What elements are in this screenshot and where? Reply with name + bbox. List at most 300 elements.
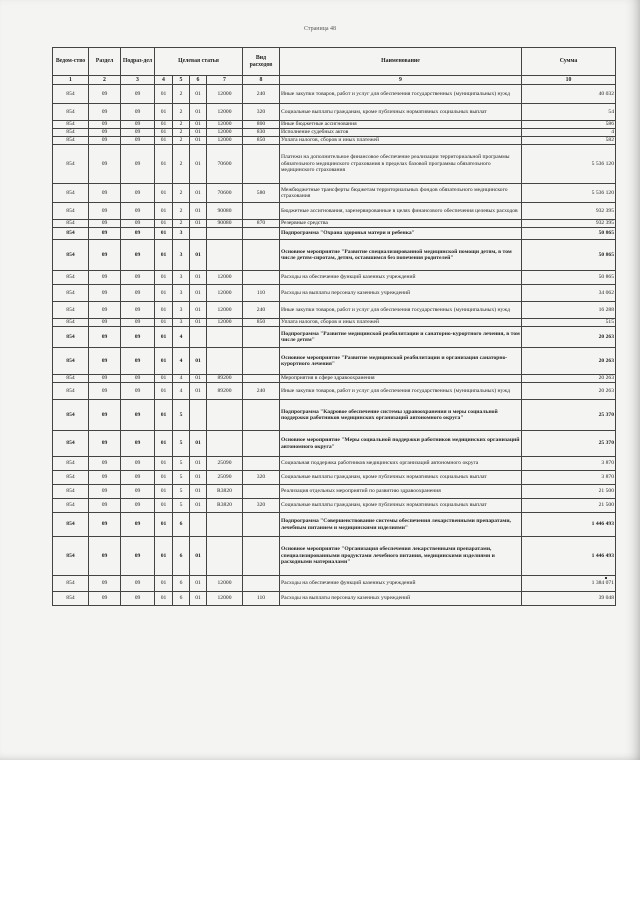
cell-target-2: 6: [173, 513, 190, 537]
cell-sum: 586: [522, 121, 616, 129]
col-num: 9: [280, 76, 522, 85]
cell-target-4: 89200: [207, 383, 243, 400]
table-row: [53, 499, 616, 513]
table-row: [53, 129, 616, 137]
cell-sum: 25 370: [522, 431, 616, 457]
table-row: [53, 327, 616, 348]
cell-razdel: 09: [89, 383, 121, 400]
cell-sum: 1 446 493: [522, 537, 616, 576]
cell-razdel: 09: [89, 184, 121, 203]
cell-target-4: 25090: [207, 471, 243, 485]
cell-target-4: 12000: [207, 576, 243, 592]
cell-razdel: 09: [89, 271, 121, 285]
cell-vid: 830: [243, 129, 280, 137]
cell-razdel: 09: [89, 400, 121, 431]
page-number: Страница 48: [303, 26, 337, 32]
cell-target-1: 01: [155, 513, 173, 537]
cell-sum: 20 263: [522, 383, 616, 400]
column-number-row: [53, 76, 616, 85]
cell-sum: 4: [522, 129, 616, 137]
cell-target-3: 01: [190, 499, 207, 513]
cell-target-3: 01: [190, 145, 207, 184]
cell-target-3: 01: [190, 203, 207, 220]
table-row: [53, 537, 616, 576]
cell-sum: 21 500: [522, 499, 616, 513]
cell-target-3: 01: [190, 129, 207, 137]
cell-vid: [243, 537, 280, 576]
cell-target-1: 01: [155, 302, 173, 319]
cell-podrazdel: 09: [121, 121, 155, 129]
cell-name: Подпрограмма "Кадровое обеспечение системы здравоохранения и меры социальной поддержки работников медицинских организаций автономного округа": [280, 400, 522, 431]
cell-target-1: 01: [155, 129, 173, 137]
cell-target-1: 01: [155, 285, 173, 302]
cell-vid: 580: [243, 184, 280, 203]
table-row: [53, 271, 616, 285]
cell-target-2: 2: [173, 203, 190, 220]
cell-podrazdel: 09: [121, 513, 155, 537]
cell-target-2: 4: [173, 375, 190, 383]
cell-vid: 850: [243, 319, 280, 327]
cell-target-3: 01: [190, 319, 207, 327]
cell-target-2: 3: [173, 285, 190, 302]
table-row: [53, 576, 616, 592]
table-row: [53, 121, 616, 129]
cell-vedomstvo: 854: [53, 499, 89, 513]
cell-vid: [243, 513, 280, 537]
cell-target-3: 01: [190, 302, 207, 319]
table-row: [53, 240, 616, 271]
cell-name: Реализация отдельных мероприятий по развитию здравоохранения: [280, 485, 522, 499]
cell-target-4: 90080: [207, 203, 243, 220]
cell-name: Основное мероприятие "Организация обеспечения лекарственными препаратами, специализированными продуктами лечебного питания, медицинскими изделиями и расходными материалами": [280, 537, 522, 576]
cell-sum: 582: [522, 137, 616, 145]
cell-sum: 54: [522, 104, 616, 121]
cell-sum: 932 395: [522, 203, 616, 220]
cell-name: Основное мероприятие "Развитие специализированной медицинской помощи детям, в том числе детям-сиротам, детям, оставшимся без попечения родителей": [280, 240, 522, 271]
table-row: [53, 457, 616, 471]
cell-target-4: 70600: [207, 184, 243, 203]
table-row: [53, 592, 616, 606]
cell-target-1: 01: [155, 319, 173, 327]
table-row: [53, 471, 616, 485]
cell-vid: [243, 348, 280, 375]
cell-sum: 34 062: [522, 285, 616, 302]
cell-target-1: 01: [155, 592, 173, 606]
cell-target-4: 70600: [207, 145, 243, 184]
cell-razdel: 09: [89, 285, 121, 302]
cell-podrazdel: 09: [121, 327, 155, 348]
cell-vedomstvo: 854: [53, 220, 89, 228]
cell-target-1: 01: [155, 471, 173, 485]
cell-razdel: 09: [89, 319, 121, 327]
cell-name: Иные закупки товаров, работ и услуг для обеспечения государственных (муниципальных) нужд: [280, 302, 522, 319]
cell-razdel: 09: [89, 457, 121, 471]
cell-sum: 21 500: [522, 485, 616, 499]
cell-target-2: 3: [173, 319, 190, 327]
cell-sum: 16 288: [522, 302, 616, 319]
cell-vid: 320: [243, 104, 280, 121]
cell-razdel: 09: [89, 576, 121, 592]
table-row: [53, 184, 616, 203]
header-celevaya: Целевая статья: [155, 48, 243, 76]
cell-vid: [243, 431, 280, 457]
cell-vid: 320: [243, 499, 280, 513]
header-vid: Вид расходов: [243, 48, 280, 76]
cell-vedomstvo: 854: [53, 327, 89, 348]
cell-target-4: [207, 400, 243, 431]
cell-vedomstvo: 854: [53, 457, 89, 471]
cell-razdel: 09: [89, 499, 121, 513]
cell-razdel: 09: [89, 220, 121, 228]
cell-sum: 50 865: [522, 271, 616, 285]
col-num: 4: [155, 76, 173, 85]
cell-vid: [243, 485, 280, 499]
cell-sum: 20 263: [522, 327, 616, 348]
cell-vedomstvo: 854: [53, 302, 89, 319]
cell-sum: 1 384 071: [522, 576, 616, 592]
cell-vedomstvo: 854: [53, 537, 89, 576]
cell-podrazdel: 09: [121, 499, 155, 513]
scan-speck: [605, 577, 607, 579]
cell-target-4: 12000: [207, 85, 243, 104]
cell-target-4: [207, 327, 243, 348]
cell-name: Расходы на выплаты персоналу казенных учреждений: [280, 592, 522, 606]
cell-razdel: 09: [89, 240, 121, 271]
cell-razdel: 09: [89, 513, 121, 537]
cell-target-2: 5: [173, 400, 190, 431]
cell-podrazdel: 09: [121, 431, 155, 457]
cell-razdel: 09: [89, 228, 121, 240]
cell-sum: 25 370: [522, 400, 616, 431]
cell-name: Расходы на обеспечение функций казенных учреждений: [280, 271, 522, 285]
table-row: [53, 431, 616, 457]
cell-podrazdel: 09: [121, 137, 155, 145]
cell-podrazdel: 09: [121, 271, 155, 285]
cell-target-3: 01: [190, 104, 207, 121]
table-row: [53, 383, 616, 400]
cell-vedomstvo: 854: [53, 271, 89, 285]
cell-target-4: 90080: [207, 220, 243, 228]
cell-sum: 20 263: [522, 375, 616, 383]
cell-podrazdel: 09: [121, 576, 155, 592]
cell-name: Социальная поддержка работников медицинских организаций автономного округа: [280, 457, 522, 471]
cell-vid: [243, 228, 280, 240]
cell-podrazdel: 09: [121, 348, 155, 375]
cell-target-4: 12000: [207, 319, 243, 327]
cell-name: Резервные средства: [280, 220, 522, 228]
col-num: 7: [207, 76, 243, 85]
cell-razdel: 09: [89, 375, 121, 383]
cell-podrazdel: 09: [121, 104, 155, 121]
cell-vedomstvo: 854: [53, 576, 89, 592]
cell-vedomstvo: 854: [53, 348, 89, 375]
cell-vid: [243, 145, 280, 184]
cell-vedomstvo: 854: [53, 228, 89, 240]
col-num: 5: [173, 76, 190, 85]
table-row: [53, 137, 616, 145]
cell-name: Подпрограмма "Охрана здоровья матери и ребенка": [280, 228, 522, 240]
cell-target-2: 5: [173, 457, 190, 471]
cell-name: Иные закупки товаров, работ и услуг для обеспечения государственных (муниципальных) нужд: [280, 85, 522, 104]
cell-vedomstvo: 854: [53, 471, 89, 485]
table-row: [53, 302, 616, 319]
cell-target-1: 01: [155, 327, 173, 348]
cell-target-3: 01: [190, 383, 207, 400]
cell-target-3: 01: [190, 348, 207, 375]
cell-vedomstvo: 854: [53, 104, 89, 121]
table-row: [53, 228, 616, 240]
cell-podrazdel: 09: [121, 319, 155, 327]
cell-vid: [243, 203, 280, 220]
cell-target-4: [207, 228, 243, 240]
cell-razdel: 09: [89, 104, 121, 121]
cell-target-3: [190, 327, 207, 348]
cell-vid: 110: [243, 592, 280, 606]
cell-target-2: 4: [173, 327, 190, 348]
cell-name: Исполнение судебных актов: [280, 129, 522, 137]
cell-target-1: 01: [155, 485, 173, 499]
cell-razdel: 09: [89, 348, 121, 375]
cell-target-4: 12000: [207, 137, 243, 145]
cell-target-4: 12000: [207, 592, 243, 606]
cell-vedomstvo: 854: [53, 400, 89, 431]
table-row: [53, 85, 616, 104]
cell-target-3: 01: [190, 375, 207, 383]
cell-target-1: 01: [155, 85, 173, 104]
cell-target-4: [207, 537, 243, 576]
cell-target-3: [190, 400, 207, 431]
cell-vedomstvo: 854: [53, 592, 89, 606]
cell-name: Межбюджетные трансферты бюджетам территориальных фондов обязательного медицинского страхования: [280, 184, 522, 203]
cell-podrazdel: 09: [121, 302, 155, 319]
cell-vid: [243, 576, 280, 592]
cell-target-3: 01: [190, 184, 207, 203]
cell-razdel: 09: [89, 121, 121, 129]
cell-vid: 850: [243, 137, 280, 145]
cell-target-2: 2: [173, 85, 190, 104]
cell-target-1: 01: [155, 240, 173, 271]
header-sum: Сумма: [522, 48, 616, 76]
cell-target-1: 01: [155, 228, 173, 240]
cell-vid: 240: [243, 383, 280, 400]
cell-vid: 110: [243, 285, 280, 302]
cell-razdel: 09: [89, 203, 121, 220]
cell-name: Социальные выплаты гражданам, кроме публичных нормативных социальных выплат: [280, 104, 522, 121]
cell-target-1: 01: [155, 375, 173, 383]
cell-vedomstvo: 854: [53, 319, 89, 327]
cell-vid: 240: [243, 85, 280, 104]
cell-vedomstvo: 854: [53, 383, 89, 400]
cell-target-1: 01: [155, 457, 173, 471]
cell-target-1: 01: [155, 537, 173, 576]
cell-podrazdel: 09: [121, 145, 155, 184]
cell-vid: 240: [243, 302, 280, 319]
table-row: [53, 513, 616, 537]
cell-podrazdel: 09: [121, 457, 155, 471]
cell-sum: 5 536 120: [522, 145, 616, 184]
cell-podrazdel: 09: [121, 592, 155, 606]
cell-target-2: 4: [173, 348, 190, 375]
cell-target-3: [190, 513, 207, 537]
cell-target-1: 01: [155, 348, 173, 375]
cell-podrazdel: 09: [121, 240, 155, 271]
cell-vid: 320: [243, 471, 280, 485]
cell-target-3: 01: [190, 271, 207, 285]
cell-target-2: 3: [173, 302, 190, 319]
cell-sum: 40 032: [522, 85, 616, 104]
cell-target-2: 5: [173, 431, 190, 457]
cell-target-1: 01: [155, 499, 173, 513]
cell-vedomstvo: 854: [53, 285, 89, 302]
cell-sum: 3 870: [522, 457, 616, 471]
table-row: [53, 485, 616, 499]
cell-name: Уплата налогов, сборов и иных платежей: [280, 137, 522, 145]
cell-podrazdel: 09: [121, 184, 155, 203]
cell-target-1: 01: [155, 271, 173, 285]
budget-table: [52, 47, 616, 606]
cell-target-1: 01: [155, 203, 173, 220]
cell-podrazdel: 09: [121, 383, 155, 400]
cell-target-2: 2: [173, 129, 190, 137]
cell-vid: [243, 271, 280, 285]
cell-name: Социальные выплаты гражданам, кроме публичных нормативных социальных выплат: [280, 499, 522, 513]
cell-razdel: 09: [89, 145, 121, 184]
cell-vedomstvo: 854: [53, 184, 89, 203]
cell-target-2: 2: [173, 104, 190, 121]
table-row: [53, 375, 616, 383]
cell-target-2: 2: [173, 145, 190, 184]
cell-razdel: 09: [89, 129, 121, 137]
table-row: [53, 104, 616, 121]
cell-name: Мероприятия в сфере здравоохранения: [280, 375, 522, 383]
table-row: [53, 400, 616, 431]
col-num: 3: [121, 76, 155, 85]
cell-target-4: [207, 348, 243, 375]
cell-vedomstvo: 854: [53, 240, 89, 271]
cell-target-4: 12000: [207, 285, 243, 302]
header-podrazdel: Подраз-дел: [121, 48, 155, 76]
cell-target-2: 6: [173, 537, 190, 576]
cell-target-4: 12000: [207, 302, 243, 319]
cell-name: Уплата налогов, сборов и иных платежей: [280, 319, 522, 327]
cell-vid: [243, 375, 280, 383]
col-num: 6: [190, 76, 207, 85]
cell-target-1: 01: [155, 184, 173, 203]
cell-name: Иные закупки товаров, работ и услуг для обеспечения государственных (муниципальных) нужд: [280, 383, 522, 400]
cell-target-4: [207, 513, 243, 537]
cell-sum: 50 865: [522, 240, 616, 271]
cell-target-2: 5: [173, 471, 190, 485]
cell-target-2: 3: [173, 240, 190, 271]
cell-target-2: 2: [173, 137, 190, 145]
table-row: [53, 203, 616, 220]
cell-target-3: 01: [190, 85, 207, 104]
cell-target-4: R3820: [207, 499, 243, 513]
cell-target-3: [190, 228, 207, 240]
cell-podrazdel: 09: [121, 285, 155, 302]
cell-target-4: 25090: [207, 457, 243, 471]
cell-razdel: 09: [89, 137, 121, 145]
header-row: [53, 48, 616, 76]
cell-target-1: 01: [155, 121, 173, 129]
cell-target-3: 01: [190, 576, 207, 592]
cell-target-3: 01: [190, 220, 207, 228]
cell-target-4: [207, 240, 243, 271]
cell-target-3: 01: [190, 592, 207, 606]
cell-target-2: 4: [173, 383, 190, 400]
cell-target-3: 01: [190, 431, 207, 457]
cell-name: Подпрограмма "Развитие медицинской реабилитации и санаторно-курортного лечения, в том числе детям": [280, 327, 522, 348]
cell-sum: 932 395: [522, 220, 616, 228]
cell-target-3: 01: [190, 457, 207, 471]
table-row: [53, 145, 616, 184]
cell-target-3: 01: [190, 471, 207, 485]
table-row: [53, 285, 616, 302]
cell-target-1: 01: [155, 145, 173, 184]
cell-podrazdel: 09: [121, 471, 155, 485]
cell-target-1: 01: [155, 400, 173, 431]
cell-name: Социальные выплаты гражданам, кроме публичных нормативных социальных выплат: [280, 471, 522, 485]
cell-vid: 800: [243, 121, 280, 129]
cell-name: Бюджетные ассигнования, зарезервированные в целях финансового обеспечения целевых расходов: [280, 203, 522, 220]
cell-target-2: 3: [173, 228, 190, 240]
cell-target-4: 12000: [207, 121, 243, 129]
cell-sum: 515: [522, 319, 616, 327]
cell-target-1: 01: [155, 220, 173, 228]
col-num: 8: [243, 76, 280, 85]
cell-sum: 5 536 120: [522, 184, 616, 203]
cell-target-4: [207, 431, 243, 457]
cell-razdel: 09: [89, 85, 121, 104]
cell-name: Подпрограмма "Совершенствование системы обеспечения лекарственными препаратами, лечебным питанием и медицинскими изделиями": [280, 513, 522, 537]
header-vedomstvo: Ведом-ство: [53, 48, 89, 76]
cell-podrazdel: 09: [121, 228, 155, 240]
header-name: Наименование: [280, 48, 522, 76]
cell-name: Платежи на дополнительное финансовое обеспечение реализации территориальной программы обязательного медицинского страхования в пределах базовой программы обязательного медицинского страхования: [280, 145, 522, 184]
table-body: [53, 85, 616, 606]
cell-target-1: 01: [155, 137, 173, 145]
cell-sum: 1 446 493: [522, 513, 616, 537]
cell-name: Основное мероприятие "Меры социальной поддержки работников медицинских организаций автономного округа": [280, 431, 522, 457]
cell-name: Иные бюджетные ассигнования: [280, 121, 522, 129]
cell-razdel: 09: [89, 327, 121, 348]
cell-vid: [243, 400, 280, 431]
cell-vid: [243, 240, 280, 271]
cell-target-4: 12000: [207, 129, 243, 137]
cell-target-3: 01: [190, 240, 207, 271]
col-num: 1: [53, 76, 89, 85]
cell-sum: 3 870: [522, 471, 616, 485]
cell-name: Расходы на обеспечение функций казенных учреждений: [280, 576, 522, 592]
cell-podrazdel: 09: [121, 203, 155, 220]
cell-target-2: 6: [173, 576, 190, 592]
cell-target-3: 01: [190, 137, 207, 145]
cell-target-2: 2: [173, 121, 190, 129]
cell-target-1: 01: [155, 576, 173, 592]
cell-target-4: 12000: [207, 271, 243, 285]
cell-target-2: 5: [173, 485, 190, 499]
cell-podrazdel: 09: [121, 485, 155, 499]
cell-target-4: R3820: [207, 485, 243, 499]
cell-target-3: 01: [190, 121, 207, 129]
cell-sum: 20 263: [522, 348, 616, 375]
cell-vid: [243, 327, 280, 348]
cell-vedomstvo: 854: [53, 129, 89, 137]
cell-vedomstvo: 854: [53, 375, 89, 383]
cell-name: Расходы на выплаты персоналу казенных учреждений: [280, 285, 522, 302]
cell-podrazdel: 09: [121, 85, 155, 104]
table-row: [53, 319, 616, 327]
